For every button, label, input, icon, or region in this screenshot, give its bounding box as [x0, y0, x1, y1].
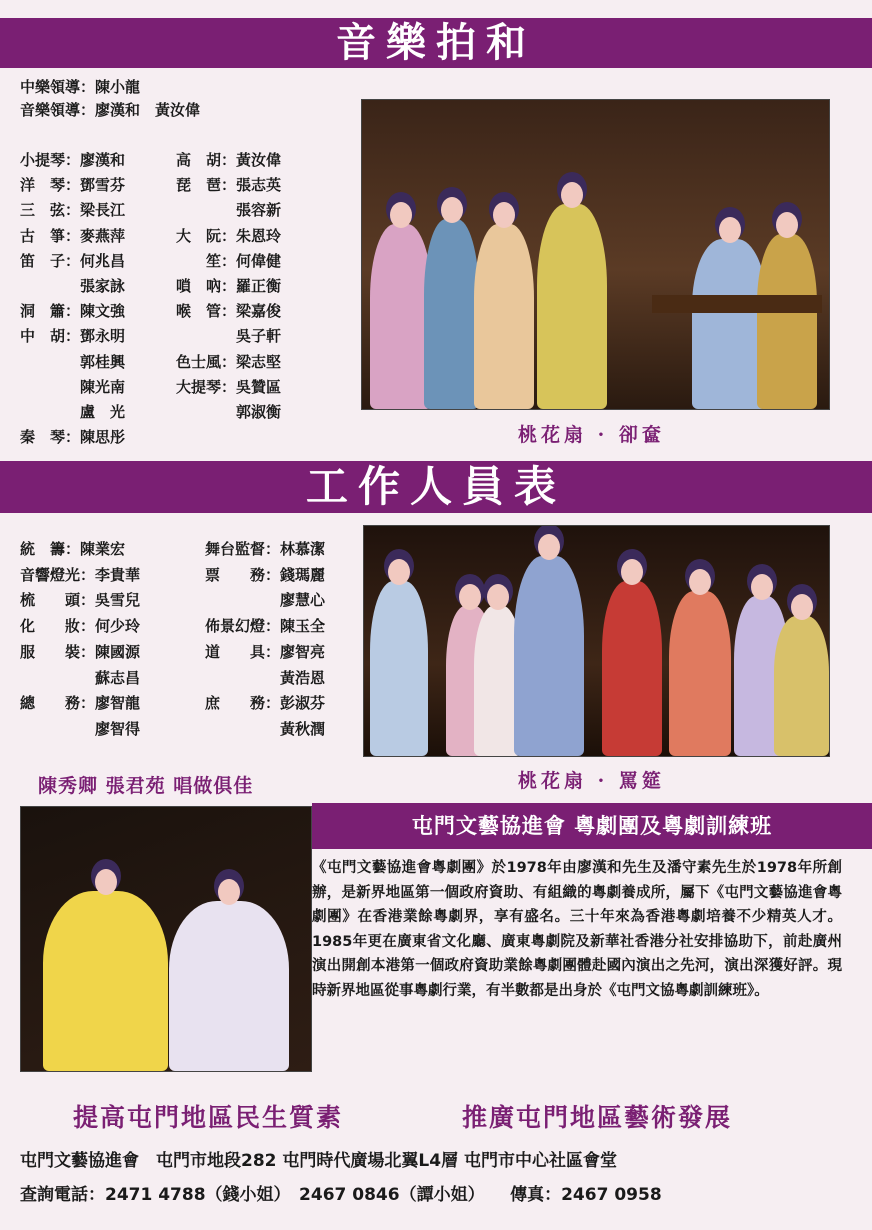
slogan-2: 推廣屯門地區藝術發展 [462, 1103, 733, 1132]
staff-credit: 佈景幻燈：陳玉全 [205, 617, 326, 636]
staff-credit: 庶 務：彭淑芬 [205, 694, 326, 713]
music-credit: 嗩 吶：羅正衡 [176, 277, 282, 295]
staff-credit: 化 妝：何少玲 [20, 617, 141, 636]
music-credit: 秦 琴：陳思彤 [20, 428, 126, 447]
staff-credit: 道 具：廖智亮 [205, 642, 326, 661]
address-line: 屯門文藝協進會 屯門市地段282 屯門時代廣場北翼L4層 屯門市中心社區會堂 [20, 1151, 617, 1171]
staff-credit: 黃秋潤 [205, 719, 326, 738]
staff-credit: 廖智得 [20, 719, 141, 738]
staff-credit: 票 務：錢瑪麗 [205, 565, 326, 584]
lead-chinese-orchestra: 中樂領導：陳小龍 [20, 78, 141, 96]
music-credit: 中 胡：鄧永明 [20, 327, 126, 346]
music-credit: 大 阮：朱恩玲 [176, 226, 282, 245]
music-credit: 三 弦：梁長江 [20, 201, 126, 220]
troupe-description: 《屯門文藝協進會粵劇團》於1978年由廖漢和先生及潘守素先生於1978年所創辦，是新界地區第一個政府資助、有組織的粵劇養成所，屬下《屯門文藝協進會粵劇團》在香港業餘粵劇界，享有盛名。三十年來為香港粵劇培養不少精英人才。1985年更在廣東省文化廳、廣東粵劇院及新華社香港分社安排協助下，前赴廣州演出開創本港第一個政府資助業餘粵劇團體赴國內演出之先河，演出深獲好評。現時新界地區從事粵劇行業，有半數都是出身於《屯門文協粵劇訓練班》。 [312, 860, 842, 999]
performers-caption: 陳秀卿 張君苑 唱做俱佳 [38, 775, 254, 797]
music-credit: 小提琴：廖漢和 [20, 151, 126, 169]
music-credit: 洞 簫：陳文強 [20, 302, 126, 321]
staff-credit: 總 務：廖智龍 [20, 694, 141, 713]
photo-caption-2: 桃花扇 · 罵筵 [518, 770, 665, 792]
music-credit: 笛 子：何兆昌 [20, 251, 126, 270]
staff-credit: 梳 頭：吳雪兒 [20, 591, 141, 610]
music-credit: 色士風：梁志堅 [176, 352, 282, 371]
music-credit: 琵 琶：張志英 [176, 176, 282, 195]
music-credit: 陳光南 [20, 377, 126, 396]
music-credit: 古 箏：麥燕萍 [20, 226, 126, 245]
music-credit: 洋 琴：鄧雪芬 [20, 176, 126, 195]
stage-photo-1 [361, 99, 830, 410]
stage-photo-2 [363, 525, 830, 757]
music-credit: 盧 光 [20, 403, 126, 421]
music-section-title: 音樂拍和 [0, 18, 872, 68]
stage-photo-3 [20, 806, 312, 1072]
photo-caption-1: 桃花扇 · 卻奩 [518, 424, 665, 446]
music-credit: 喉 管：梁嘉俊 [176, 302, 282, 321]
staff-credit: 廖慧心 [205, 591, 326, 610]
troupe-title: 屯門文藝協進會 粵劇團及粵劇訓練班 [312, 803, 872, 849]
staff-section-title: 工作人員表 [0, 461, 872, 513]
staff-credit: 統 籌：陳業宏 [20, 540, 126, 558]
music-credit: 郭桂興 [20, 352, 126, 371]
music-credit: 郭淑衡 [176, 403, 282, 421]
staff-credit: 音響燈光：李貴華 [20, 565, 141, 584]
music-credit: 吳子軒 [176, 327, 282, 346]
staff-credit: 黃浩恩 [205, 668, 326, 687]
music-credit: 大提琴：吳贊區 [176, 377, 282, 396]
music-credit: 張容新 [176, 201, 282, 220]
music-credit: 笙：何偉健 [176, 251, 282, 270]
slogan-1: 提高屯門地區民生質素 [73, 1103, 344, 1132]
staff-credit: 服 裝：陳國源 [20, 642, 141, 661]
music-credit: 高 胡：黃汝偉 [176, 151, 282, 169]
music-credit: 張家詠 [20, 277, 126, 295]
contact-line: 查詢電話：2471 4788（錢小姐） 2467 0846（譚小姐） 傳真：2467 0958 [20, 1185, 662, 1205]
staff-credit: 舞台監督：林慕潔 [205, 540, 326, 558]
staff-credit: 蘇志昌 [20, 668, 141, 687]
lead-music: 音樂領導：廖漢和 黃汝偉 [20, 101, 201, 119]
